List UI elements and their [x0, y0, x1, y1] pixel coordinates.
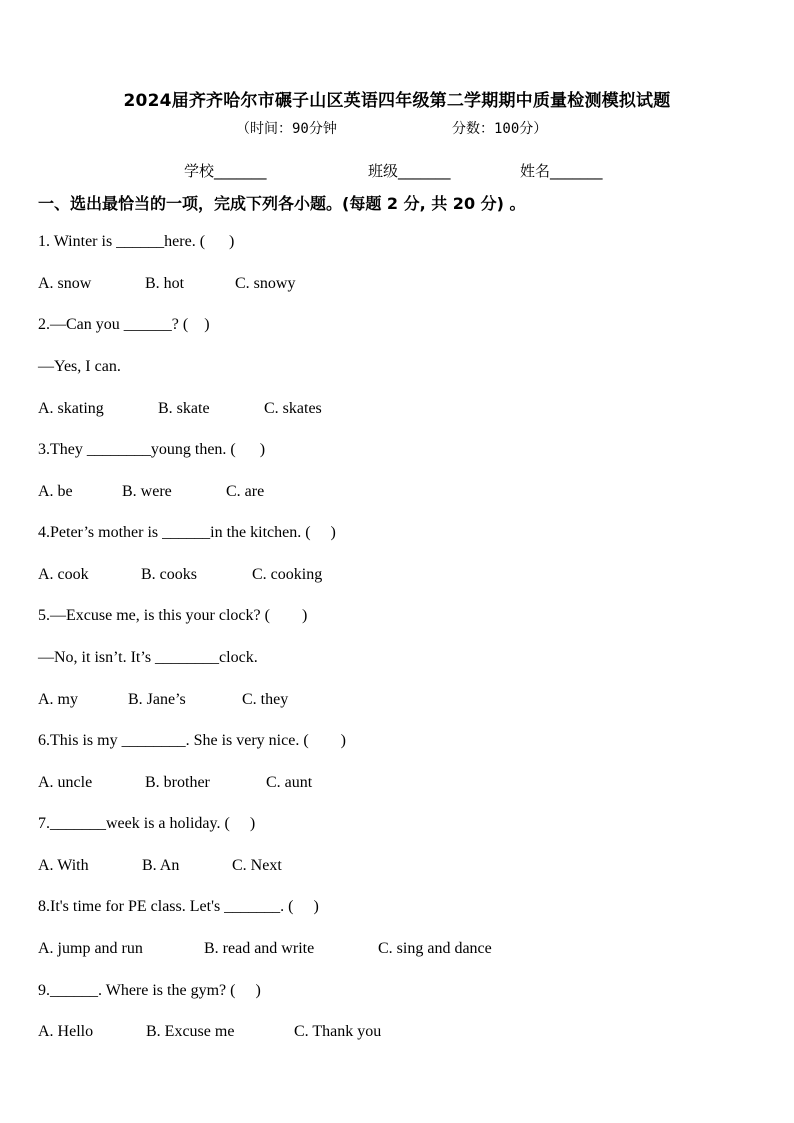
exam-score: 分数：100分）	[452, 121, 548, 137]
question-9-option-b[interactable]: B. Excuse me	[146, 1023, 235, 1040]
question-5-option-b[interactable]: B. Jane’s	[128, 691, 186, 708]
question-1-option-c[interactable]: C. snowy	[235, 275, 296, 292]
question-4-stem: 4.Peter’s mother is ______in the kitchen. ( )	[38, 524, 336, 541]
question-8-option-a[interactable]: A. jump and run	[38, 940, 143, 957]
section-heading: 一、选出最恰当的一项，完成下列各小题。(每题 2 分, 共 20 分) 。	[38, 194, 526, 213]
question-3-option-c[interactable]: C. are	[226, 483, 265, 500]
question-3-option-b[interactable]: B. were	[122, 483, 172, 500]
question-4-option-b[interactable]: B. cooks	[141, 566, 197, 583]
question-9-option-c[interactable]: C. Thank you	[294, 1023, 382, 1040]
question-4-option-c[interactable]: C. cooking	[252, 566, 323, 583]
question-1-option-b[interactable]: B. hot	[145, 275, 185, 292]
question-3-option-a[interactable]: A. be	[38, 483, 73, 500]
exam-time: （时间：90分钟	[236, 121, 337, 137]
question-2-option-a[interactable]: A. skating	[38, 400, 104, 417]
question-7-stem: 7._______week is a holiday. ( )	[38, 815, 256, 832]
question-8-option-c[interactable]: C. sing and dance	[378, 940, 492, 957]
question-2-option-c[interactable]: C. skates	[264, 400, 322, 417]
question-1-stem: 1. Winter is ______here. ( )	[38, 233, 235, 250]
question-2-option-b[interactable]: B. skate	[158, 400, 210, 417]
question-4-option-a[interactable]: A. cook	[38, 566, 89, 583]
question-6-option-c[interactable]: C. aunt	[266, 774, 313, 791]
question-6-option-b[interactable]: B. brother	[145, 774, 210, 791]
question-7-option-b[interactable]: B. An	[142, 857, 180, 874]
question-2-answer-line: —Yes, I can.	[38, 358, 121, 375]
question-1-option-a[interactable]: A. snow	[38, 275, 92, 292]
question-7-option-a[interactable]: A. With	[38, 857, 89, 874]
question-5-option-a[interactable]: A. my	[38, 691, 78, 708]
question-5-answer-line: —No, it isn’t. It’s ________clock.	[38, 649, 258, 666]
question-3-stem: 3.They ________young then. ( )	[38, 441, 266, 458]
question-5-option-c[interactable]: C. they	[242, 691, 289, 708]
name-field[interactable]: 姓名_______	[520, 162, 603, 180]
question-6-option-a[interactable]: A. uncle	[38, 774, 93, 791]
page-title: 2024届齐齐哈尔市碾子山区英语四年级第二学期期中质量检测模拟试题	[123, 91, 671, 111]
question-7-option-c[interactable]: C. Next	[232, 857, 282, 874]
question-6-stem: 6.This is my ________. She is very nice. ( )	[38, 732, 346, 749]
question-5-stem: 5.—Excuse me, is this your clock? ( )	[38, 607, 308, 624]
school-field[interactable]: 学校_______	[184, 162, 267, 180]
question-9-stem: 9.______. Where is the gym? ( )	[38, 982, 261, 999]
question-9-option-a[interactable]: A. Hello	[38, 1023, 94, 1040]
question-8-option-b[interactable]: B. read and write	[204, 940, 315, 957]
question-2-stem: 2.—Can you ______? ( )	[38, 316, 210, 333]
class-field[interactable]: 班级_______	[368, 162, 451, 180]
question-8-stem: 8.It's time for PE class. Let's _______. ( )	[38, 898, 319, 915]
